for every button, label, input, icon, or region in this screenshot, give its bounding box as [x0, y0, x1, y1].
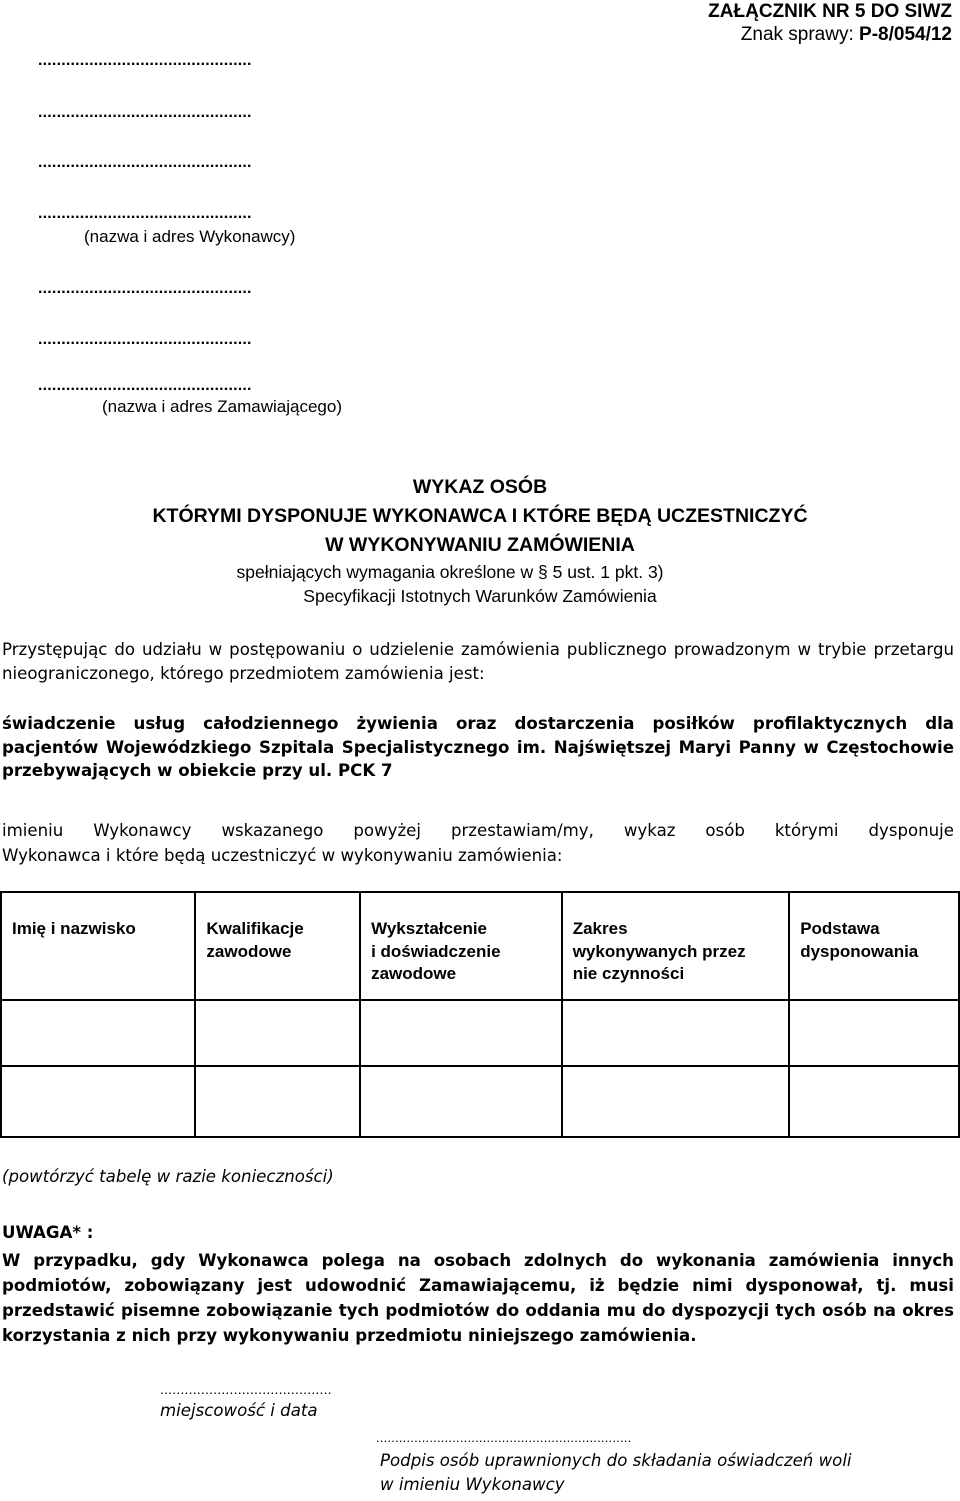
table-cell[interactable] — [562, 1000, 789, 1066]
ordering-party-dots-2: .............................................. — [38, 331, 252, 348]
header-basis: Podstawa dysponowania — [789, 892, 959, 1000]
header-education: Wykształcenie i doświadczenie zawodowe — [360, 892, 562, 1000]
table-cell[interactable] — [1, 1000, 195, 1066]
table-cell[interactable] — [789, 1066, 959, 1137]
intro-paragraph: Przystępując do udziału w postępowaniu o udzielenie zamówienia publicznego prowadzonym w trybie przetargu nieograniczonego, którego przedmiotem zamówienia jest: — [2, 640, 954, 683]
header-scope: Zakres wykonywanych przez nie czynności — [562, 892, 789, 1000]
case-label: Znak sprawy: — [740, 24, 860, 45]
table-row — [1, 1000, 959, 1066]
statement-line-1: imieniu Wykonawcy wskazanego powyżej przestawiam/my, wykaz osób którymi dysponuje — [2, 821, 954, 840]
table-cell[interactable] — [195, 1066, 360, 1137]
case-reference — [708, 23, 952, 46]
header-name: Imię i nazwisko — [1, 892, 195, 1000]
table-cell[interactable] — [789, 1000, 959, 1066]
attachment-title — [708, 0, 952, 46]
statement-line-2: Wykonawca i które będą uczestniczyć w wykonywaniu zamówienia: — [2, 846, 563, 865]
table-cell[interactable] — [1, 1066, 195, 1137]
order-subject: świadczenie usług całodziennego żywienia oraz dostarczenia posiłków profilaktycznych dla pacjentów Wojewódzkiego Szpitala Specjalistycznego im. Najświętszej Maryi Panny w Częstochowie przebywających w obiekcie przy ul. PCK 7 — [2, 714, 954, 780]
table-cell[interactable] — [360, 1066, 562, 1137]
document-title-line-3: W WYKONYWANIU ZAMÓWIENIA — [325, 534, 635, 556]
table-cell[interactable] — [562, 1066, 789, 1137]
ordering-party-dots-3: .............................................. — [38, 377, 252, 394]
ordering-party-dots-1: .............................................. — [38, 280, 252, 297]
signature-dots: ................................................................... — [376, 1430, 632, 1445]
note-text: W przypadku, gdy Wykonawca polega na osobach zdolnych do wykonania zamówienia innych podmiotów, zobowiązany jest udowodnić Zamawiającemu, iż będzie nimi dysponował, tj. musi przedstawić pisemne zobowiązanie tych podmiotów do oddania mu do dyspozycji tych osób na okres korzystania z nich przy wykonywaniu przedmiotu niniejszego zamówienia. — [2, 1251, 954, 1345]
signature-label-line-2: w imieniu Wykonawcy — [380, 1475, 565, 1494]
document-title-line-2: KTÓRYMI DYSPONUJE WYKONAWCA I KTÓRE BĘDĄ UCZESTNICZYĆ — [152, 505, 808, 527]
signature-label: Podpis osób uprawnionych do składania oświadczeń woli — [380, 1451, 852, 1470]
contractor-dots-3: .............................................. — [38, 154, 252, 171]
table-cell[interactable] — [360, 1000, 562, 1066]
specification-line: Specyfikacji Istotnych Warunków Zamówienia — [303, 586, 657, 606]
requirements-line: spełniających wymagania określone w § 5 ust. 1 pkt. 3) — [236, 562, 664, 582]
table-header-row — [1, 892, 959, 1000]
case-number: P-8/054/12 — [859, 24, 952, 45]
contractor-caption: (nazwa i adres Wykonawcy) — [84, 227, 296, 246]
note-label: UWAGA* : — [2, 1223, 94, 1242]
persons-table — [0, 891, 960, 1138]
table-cell[interactable] — [195, 1000, 360, 1066]
ordering-party-caption: (nazwa i adres Zamawiającego) — [102, 397, 342, 416]
contractor-dots-1: .............................................. — [38, 52, 252, 69]
document-title: WYKAZ OSÓB — [412, 476, 548, 498]
contractor-dots-4: .............................................. — [38, 205, 252, 222]
contractor-dots-2: .............................................. — [38, 104, 252, 121]
attachment-number: ZAŁĄCZNIK NR 5 DO SIWZ — [708, 1, 952, 22]
header-qualifications: Kwalifikacje zawodowe — [195, 892, 360, 1000]
place-date-dots: .......................................... — [160, 1381, 332, 1397]
repeat-table-note: (powtórzyć tabelę w razie konieczności) — [2, 1167, 334, 1186]
place-date-label: miejscowość i data — [160, 1401, 318, 1420]
table-row — [1, 1066, 959, 1137]
